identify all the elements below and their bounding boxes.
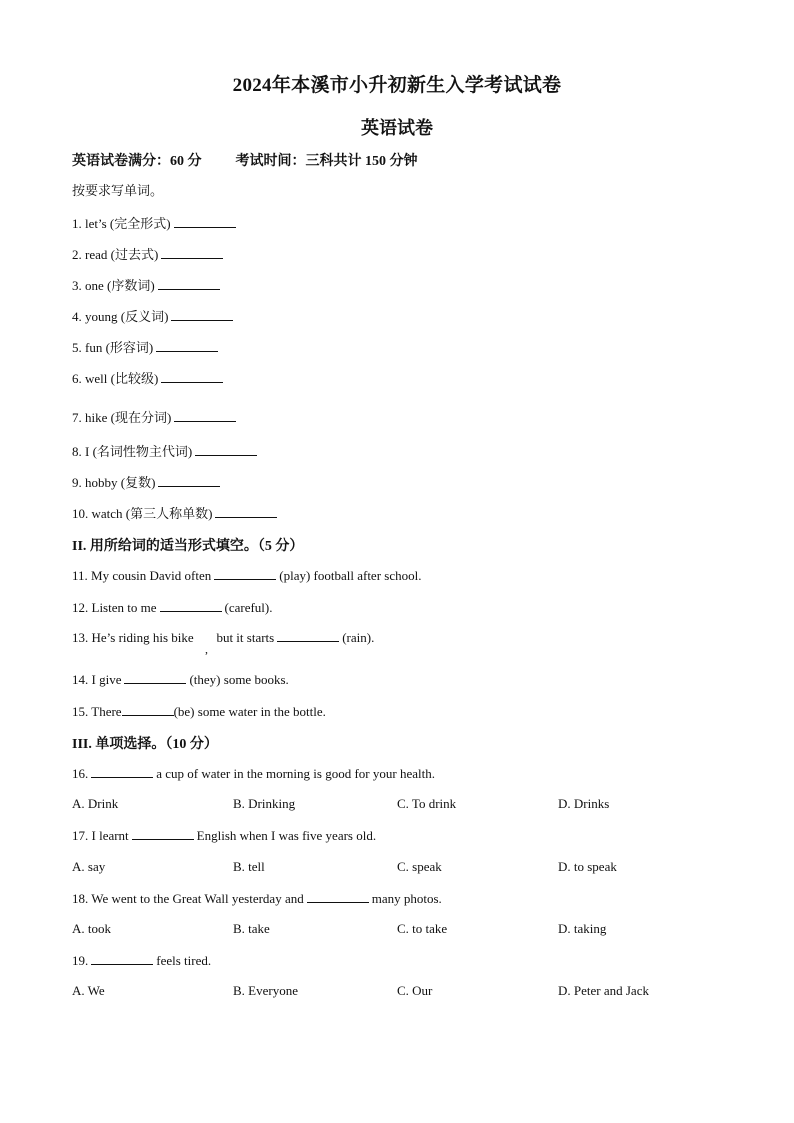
question-number: 4. [72, 309, 82, 324]
question-text: feels tired. [156, 953, 212, 968]
question-15 [72, 702, 326, 721]
question-9 [72, 473, 223, 492]
question-18 [72, 889, 442, 908]
answer-blank[interactable] [307, 889, 369, 903]
question-text: fun (形容词) [85, 340, 154, 355]
question-text: well (比较级) [85, 371, 159, 386]
question-10 [72, 504, 280, 523]
question-number: 2. [72, 247, 82, 262]
question-text: hike (现在分词) [85, 410, 172, 425]
option-a[interactable]: A. took [72, 921, 111, 936]
answer-blank[interactable] [161, 245, 223, 259]
answer-blank[interactable] [160, 598, 222, 612]
question-number: 6. [72, 371, 82, 386]
question-text: 18. We went to the Great Wall yesterday and [72, 891, 304, 906]
option-c[interactable]: C. speak [397, 859, 442, 874]
answer-blank[interactable] [215, 504, 277, 518]
answer-blank[interactable] [132, 826, 194, 840]
option-b[interactable]: B. Everyone [233, 983, 298, 998]
answer-blank[interactable] [174, 408, 236, 422]
option-b[interactable]: B. Drinking [233, 796, 296, 811]
question-text: (careful). [224, 600, 273, 615]
exam-title: 2024年本溪市小升初新生入学考试试卷 [232, 75, 562, 96]
option-c[interactable]: C. to take [397, 921, 448, 936]
answer-blank[interactable] [158, 276, 220, 290]
question-text: read (过去式) [85, 247, 159, 262]
question-number: 3. [72, 278, 82, 293]
question-number: 9. [72, 475, 82, 490]
question-19 [72, 951, 211, 970]
question-text: young (反义词) [85, 309, 169, 324]
score-info: 英语试卷满分：60 分 [72, 154, 202, 169]
question-text: (rain). [342, 630, 375, 645]
question-number: 10. [72, 506, 89, 521]
question-1 [72, 214, 239, 233]
option-a[interactable]: A. We [72, 983, 105, 998]
stray-comma-mark: , [205, 642, 208, 656]
question-text: 14. I give [72, 672, 122, 687]
question-text: 16. [72, 766, 89, 781]
question-text: watch (第三人称单数) [91, 506, 213, 521]
question-text: let’s (完全形式) [85, 216, 171, 231]
question-number: 1. [72, 216, 82, 231]
question-text: hobby (复数) [85, 475, 156, 490]
question-text: one (序数词) [85, 278, 155, 293]
answer-blank[interactable] [195, 442, 257, 456]
question-text: 11. My cousin David often [72, 568, 212, 583]
question-16 [72, 764, 435, 783]
answer-blank[interactable] [91, 764, 153, 778]
question-text: many photos. [371, 891, 442, 906]
question-text: 15. There [72, 704, 122, 719]
option-d[interactable]: D. Drinks [558, 796, 610, 811]
question-text: 17. I learnt [72, 828, 129, 843]
answer-blank[interactable] [171, 307, 233, 321]
options-19 [72, 982, 722, 1000]
question-text: I (名词性物主代词) [85, 444, 193, 459]
question-text: but it starts [216, 630, 275, 645]
exam-info [72, 150, 418, 170]
question-3 [72, 276, 223, 295]
section2-heading: II. 用所给词的适当形式填空。（5 分） [72, 539, 304, 554]
option-b[interactable]: B. take [233, 921, 270, 936]
answer-blank[interactable] [124, 670, 186, 684]
question-text: English when I was five years old. [196, 828, 377, 843]
question-8 [72, 442, 260, 461]
time-info: 考试时间：三科共计 150 分钟 [235, 154, 418, 169]
options-17 [72, 858, 722, 876]
option-c[interactable]: C. To drink [397, 796, 457, 811]
question-11 [72, 566, 421, 585]
question-7 [72, 408, 239, 427]
answer-blank[interactable] [277, 628, 339, 642]
question-13 [72, 628, 374, 647]
question-12 [72, 598, 273, 617]
options-18 [72, 920, 722, 938]
option-b[interactable]: B. tell [233, 859, 265, 874]
option-c[interactable]: C. Our [397, 983, 433, 998]
answer-blank[interactable] [122, 702, 174, 716]
answer-blank[interactable] [174, 214, 236, 228]
answer-blank[interactable] [161, 369, 223, 383]
question-number: 5. [72, 340, 82, 355]
answer-blank[interactable] [214, 566, 276, 580]
question-number: 8. [72, 444, 82, 459]
question-text: (play) football after school. [279, 568, 422, 583]
option-a[interactable]: A. Drink [72, 796, 119, 811]
question-number: 7. [72, 410, 82, 425]
section3-heading: III. 单项选择。（10 分） [72, 737, 218, 752]
answer-blank[interactable] [158, 473, 220, 487]
question-14 [72, 670, 289, 689]
options-16 [72, 795, 722, 813]
option-d[interactable]: D. to speak [558, 859, 617, 874]
exam-subtitle: 英语试卷 [361, 118, 433, 138]
answer-blank[interactable] [91, 951, 153, 965]
question-text: a cup of water in the morning is good for your health. [156, 766, 435, 781]
question-text: (they) some books. [189, 672, 289, 687]
question-17 [72, 826, 376, 845]
answer-blank[interactable] [156, 338, 218, 352]
question-4 [72, 307, 236, 326]
question-6 [72, 369, 226, 388]
question-text: 13. He’s riding his bike [72, 630, 194, 645]
question-5 [72, 338, 221, 357]
option-d[interactable]: D. taking [558, 921, 607, 936]
question-text: 19. [72, 953, 89, 968]
option-d[interactable]: D. Peter and Jack [558, 983, 649, 998]
section1-instruction: 按要求写单词。 [72, 183, 164, 198]
question-2 [72, 245, 226, 264]
option-a[interactable]: A. say [72, 859, 106, 874]
question-text: 12. Listen to me [72, 600, 157, 615]
question-text: (be) some water in the bottle. [173, 704, 326, 719]
